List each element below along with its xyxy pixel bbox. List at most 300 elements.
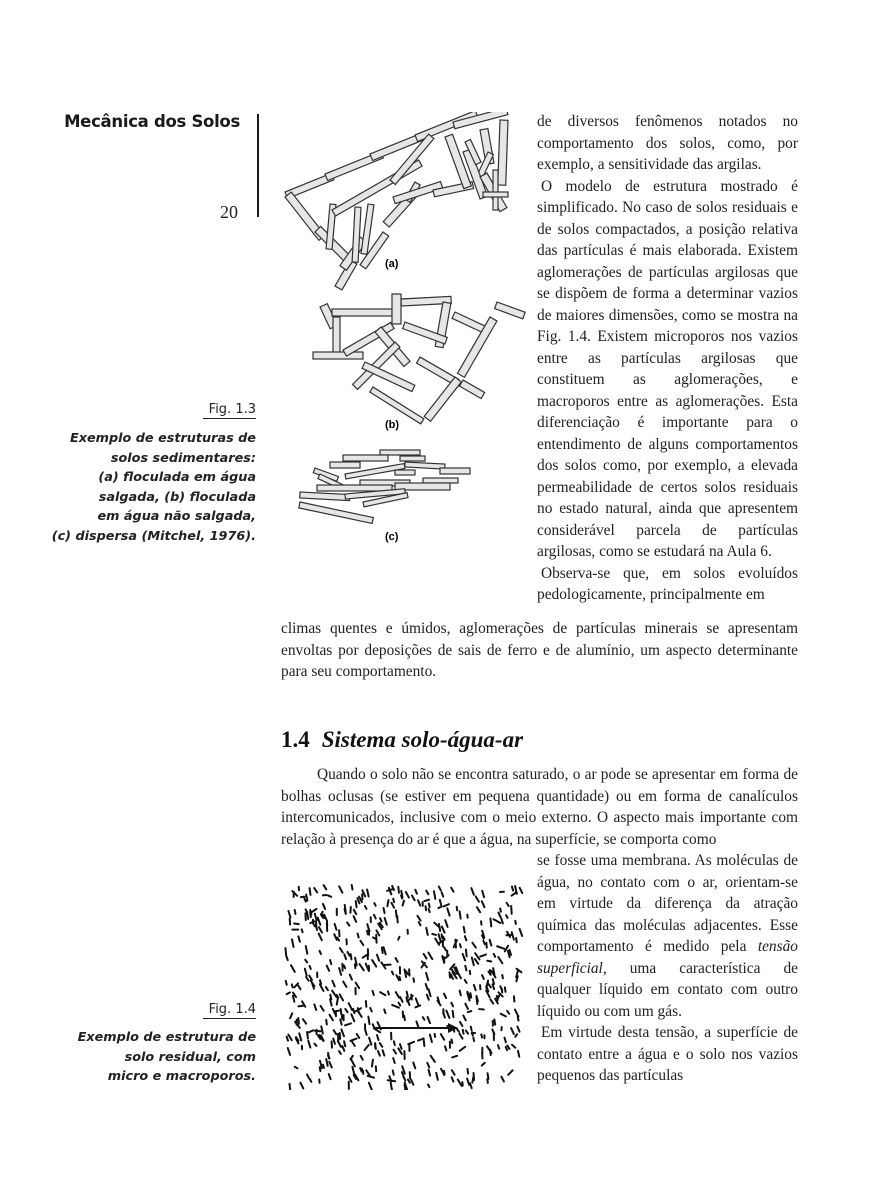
caption-line: Exemplo de estrutura de <box>77 1030 256 1045</box>
paragraph: Em virtude desta tensão, a superfície de contato entre a água e o solo nos vazios pequenos das partículas <box>537 1024 798 1084</box>
section-heading <box>281 727 523 753</box>
caption-line: micro e macroporos. <box>107 1069 256 1084</box>
margin-rule <box>257 114 259 217</box>
particle-mark <box>506 915 507 918</box>
particle-mark <box>330 1015 333 1021</box>
particle-mark <box>345 1023 351 1025</box>
particle-mark <box>494 919 501 923</box>
particle-mark <box>374 903 375 906</box>
particle-mark <box>292 939 294 947</box>
particle-mark <box>423 1017 425 1020</box>
particle-mark <box>460 1047 465 1051</box>
particle-mark <box>506 1047 508 1050</box>
sub-label-c: (c) <box>385 531 399 543</box>
soil-particle-marks <box>285 885 522 1090</box>
particle-mark <box>354 910 356 914</box>
particle-mark <box>413 1063 415 1069</box>
particle-mark <box>471 1027 472 1031</box>
particle-mark <box>460 911 461 918</box>
particle-mark <box>404 1016 405 1020</box>
particle-mark <box>292 984 293 987</box>
particle-mark <box>350 1039 356 1041</box>
paragraph <box>537 850 798 1022</box>
particle-mark <box>367 890 369 897</box>
caption-line: (c) dispersa (Mitchel, 1976). <box>51 528 256 544</box>
particle-mark <box>463 1016 465 1021</box>
particle-mark <box>320 984 324 991</box>
particle-mark <box>345 909 346 914</box>
particle-mark <box>358 934 359 938</box>
particle-mark <box>440 900 442 907</box>
particle-mark <box>520 888 523 893</box>
particle-mark <box>294 924 299 925</box>
particle-mark <box>508 1070 512 1074</box>
section-right-column <box>537 850 798 1087</box>
particle-mark <box>472 1077 473 1083</box>
particle-mark <box>392 972 393 975</box>
particle-mark <box>436 1073 438 1080</box>
particle-mark <box>387 900 388 906</box>
particle-mark <box>412 896 415 901</box>
particle-mark <box>370 1008 371 1011</box>
particle-mark <box>344 954 346 959</box>
particle-mark <box>418 900 420 905</box>
particle-mark <box>329 1062 332 1068</box>
particle-mark <box>288 1048 290 1055</box>
particle-mark <box>413 978 414 982</box>
particle-mark <box>298 985 301 989</box>
particle-mark <box>396 992 399 998</box>
particle-mark <box>321 1026 323 1033</box>
particle-mark <box>342 1046 344 1051</box>
particle-mark <box>319 927 322 932</box>
particle-mark <box>452 1056 457 1058</box>
particle-mark <box>310 888 311 895</box>
particle-mark <box>488 1073 489 1079</box>
particle-mark <box>472 943 475 948</box>
particle-mark <box>427 1017 430 1023</box>
particle-mark <box>449 972 450 977</box>
particle-mark <box>349 1003 353 1010</box>
particle-mark <box>310 910 311 915</box>
particle-mark <box>429 904 430 907</box>
particle-mark <box>464 927 465 933</box>
particle-mark <box>341 1009 342 1014</box>
particle-mark <box>319 934 322 941</box>
particle-mark <box>398 887 399 893</box>
particle-mark <box>393 899 394 902</box>
particle-mark <box>466 950 467 957</box>
particle-mark <box>445 920 447 927</box>
particle-mark <box>487 961 491 962</box>
particle-mark <box>417 916 420 921</box>
figure-1-4-drawing <box>280 880 525 1090</box>
particle-mark <box>365 1028 367 1035</box>
particle-mark <box>490 918 491 926</box>
particle-mark <box>383 1050 385 1055</box>
particle-mark <box>337 997 338 1004</box>
particle-mark <box>501 1014 506 1017</box>
particle-mark <box>498 913 500 918</box>
particle-mark <box>351 954 352 959</box>
particle-mark <box>320 951 321 954</box>
particle-mark <box>394 1050 396 1054</box>
particle-mark <box>426 973 428 980</box>
particle-mark <box>384 947 386 954</box>
paragraph: Quando o solo não se encontra saturado, o ar pode se apresentar em forma de bolhas oclusas (se estiver em pequena quantidade) ou em forma de canalículos intercomunicados, inclusive com o meio externo. O aspecto mais importante com relação à presença do ar é que a água, na superfície, se comporta como <box>281 766 798 848</box>
particle-mark <box>341 1029 344 1036</box>
particle-mark <box>438 907 441 908</box>
particle-mark <box>474 985 476 990</box>
particle-mark <box>455 940 456 948</box>
particle-mark <box>373 1024 374 1027</box>
particle-mark <box>372 960 376 967</box>
particle-mark <box>397 916 398 922</box>
particle-mark <box>323 1065 324 1068</box>
particle-mark <box>320 1067 321 1071</box>
particle-mark <box>434 891 435 899</box>
particle-mark <box>477 907 480 912</box>
particle-mark <box>374 1029 380 1033</box>
particle-mark <box>285 948 286 956</box>
particle-mark <box>302 929 303 932</box>
particle-mark <box>306 977 308 981</box>
particle-mark <box>501 919 502 924</box>
particle-mark <box>441 1034 444 1040</box>
particle-mark <box>438 934 440 941</box>
particle-mark <box>430 1035 432 1042</box>
particle-mark <box>360 941 363 945</box>
particle-mark <box>446 1011 449 1018</box>
particle-mark <box>426 928 427 935</box>
particle-mark <box>351 1059 355 1066</box>
particle-mark <box>428 953 432 960</box>
particle-mark <box>498 957 502 963</box>
particle-mark <box>369 1038 371 1045</box>
particle-mark <box>295 1067 298 1068</box>
particle-mark <box>383 908 384 913</box>
particle-mark <box>287 1037 288 1041</box>
sub-label-a: (a) <box>385 258 399 270</box>
particle-mark <box>355 1008 361 1011</box>
particle-mark <box>356 901 357 907</box>
particle-mark <box>378 1051 380 1056</box>
particle-mark <box>427 995 429 1000</box>
particle-mark <box>350 975 352 980</box>
particle-mark <box>307 1074 309 1078</box>
particle-mark <box>403 901 404 906</box>
particle-mark <box>327 966 329 971</box>
particle-mark <box>467 1069 468 1074</box>
particle-mark <box>306 946 308 954</box>
particle-mark <box>352 1067 354 1074</box>
particle-mark <box>365 1045 369 1050</box>
particle-mark <box>442 892 444 896</box>
particle-mark <box>314 1004 316 1010</box>
section-title: Sistema solo-água-ar <box>321 727 524 752</box>
particle-mark <box>344 965 345 968</box>
particle-mark <box>355 964 356 968</box>
particle-mark <box>372 991 373 995</box>
figure-1-3-drawing <box>275 112 535 552</box>
particle-mark <box>460 1022 462 1026</box>
sub-label-b: (b) <box>385 419 400 431</box>
particle-mark <box>406 997 407 1001</box>
particle-mark <box>352 885 353 890</box>
particle-mark <box>295 910 296 914</box>
paragraph: Observa-se que, em solos evoluídos pedologicamente, principalmente em <box>537 564 798 603</box>
particle-mark <box>507 1011 509 1014</box>
particle-mark <box>500 908 501 911</box>
particle-mark <box>426 891 428 895</box>
particle-mark <box>408 1079 410 1082</box>
particle-mark <box>512 932 514 939</box>
particle-mark <box>299 1033 301 1040</box>
particle-mark <box>444 957 445 962</box>
particle-mark <box>497 996 498 1001</box>
particle-mark <box>287 992 290 994</box>
particle-mark <box>466 1031 468 1034</box>
particle-mark <box>332 991 336 997</box>
particle-mark <box>418 1039 422 1040</box>
figure-1-3-label-text: Fig. 1.3 <box>203 402 256 419</box>
particle-mark <box>457 1028 459 1031</box>
particle-mark <box>290 1013 292 1018</box>
particle-mark <box>424 1038 425 1046</box>
particle-mark <box>326 987 328 990</box>
particle-mark <box>444 994 446 998</box>
figure-1-4-caption <box>20 1028 256 1087</box>
particle-mark <box>416 1021 418 1027</box>
particle-mark <box>482 901 485 907</box>
particle-mark <box>445 1046 446 1050</box>
particle-mark <box>444 947 446 950</box>
particle-mark <box>460 944 461 947</box>
particle-mark <box>340 994 343 1000</box>
particle-mark <box>380 992 385 995</box>
particle-mark <box>360 964 364 970</box>
particle-mark <box>427 1063 429 1068</box>
particle-mark <box>288 911 290 917</box>
particle-mark <box>468 1011 472 1012</box>
text-run: se fosse uma membrana. As moléculas de água, no contato com o ar, orientam-se em virtude da diferença da atração química das moléculas adjacentes. Esse comportamento é medido pela <box>537 852 798 955</box>
particle-mark <box>419 922 421 925</box>
particle-mark <box>517 1026 519 1031</box>
paragraph: climas quentes e úmidos, aglomerações de partículas minerais se apresentam envoltas por deposições de sais de ferro e de alumínio, um aspecto determinante para seu comportamento. <box>281 620 798 680</box>
particle-mark <box>398 937 399 940</box>
particle-mark <box>326 1059 327 1066</box>
particle-mark <box>452 1039 453 1043</box>
particle-mark <box>516 938 517 942</box>
particle-mark <box>511 906 512 914</box>
particle-mark <box>329 1074 331 1079</box>
caption-line: salgada, (b) floculada <box>98 489 256 505</box>
particle-mark <box>314 1044 316 1046</box>
particle-mark <box>391 1083 392 1090</box>
particle-mark <box>343 982 346 987</box>
particle-mark <box>435 1034 436 1037</box>
particle-mark <box>515 921 516 924</box>
particle-mark <box>514 996 515 1001</box>
particle-mark <box>382 947 383 953</box>
particle-mark <box>298 936 300 941</box>
particle-mark <box>289 1084 290 1090</box>
particle-mark <box>391 903 394 908</box>
figure-1-4-label-text: Fig. 1.4 <box>203 1002 256 1019</box>
particle-mark <box>377 1035 379 1040</box>
particle-mark <box>369 1083 372 1090</box>
particle-mark <box>429 1070 430 1076</box>
particle-mark <box>405 1085 406 1090</box>
particle-mark <box>458 1080 462 1086</box>
particle-mark <box>518 1051 519 1057</box>
particle-mark <box>512 1045 515 1048</box>
particle-mark <box>442 927 445 933</box>
particle-mark <box>333 1009 335 1014</box>
particle-mark <box>368 1076 374 1078</box>
particle-mark <box>326 1020 327 1025</box>
particle-mark <box>315 914 317 921</box>
particle-mark <box>505 1038 506 1043</box>
particle-mark <box>439 887 441 891</box>
particle-mark <box>335 924 337 930</box>
particle-mark <box>330 960 331 964</box>
caption-line: (a) floculada em água <box>98 470 256 485</box>
particle-mark <box>291 965 295 972</box>
caption-line: solos sedimentares: <box>110 450 256 466</box>
clay-particles-dispersed <box>299 450 470 523</box>
particle-mark <box>415 890 417 894</box>
caption-line: em água não salgada, <box>97 509 256 524</box>
particle-mark <box>465 1004 468 1009</box>
particle-mark <box>340 948 343 952</box>
particle-mark <box>520 929 523 936</box>
particle-mark <box>287 957 288 960</box>
particle-mark <box>339 886 342 892</box>
particle-mark <box>396 975 399 980</box>
particle-mark <box>396 958 398 962</box>
particle-mark <box>307 1032 308 1039</box>
particle-mark <box>305 969 307 976</box>
particle-mark <box>306 909 307 912</box>
particle-mark <box>348 952 350 956</box>
particle-mark <box>452 1077 454 1081</box>
particle-mark <box>463 954 465 960</box>
particle-mark <box>463 1030 464 1034</box>
particle-mark <box>374 915 376 919</box>
particle-mark <box>453 1011 454 1017</box>
particle-mark <box>334 1030 337 1034</box>
particle-mark <box>367 931 368 935</box>
particle-mark <box>347 922 349 925</box>
particle-mark <box>515 1010 518 1017</box>
particle-mark <box>332 981 334 986</box>
particle-mark <box>460 1034 463 1039</box>
particle-mark <box>324 885 327 889</box>
particle-mark <box>286 981 287 985</box>
particle-mark <box>477 996 478 1001</box>
particle-mark <box>511 1028 514 1034</box>
particle-mark <box>490 940 492 946</box>
particle-mark <box>298 1018 299 1024</box>
particle-mark <box>497 946 504 949</box>
arrow-head-icon <box>448 1023 458 1033</box>
particle-mark <box>431 1056 435 1062</box>
particle-mark <box>400 997 402 1002</box>
particle-mark <box>318 918 321 925</box>
clay-particles-flocculated-fresh <box>313 294 525 424</box>
particle-mark <box>447 908 449 915</box>
particle-mark <box>502 975 503 978</box>
particle-mark <box>432 934 436 935</box>
particle-mark <box>309 976 312 980</box>
particle-mark <box>372 1060 373 1067</box>
particle-mark <box>512 887 513 891</box>
particle-mark <box>293 996 294 1002</box>
particle-mark <box>406 892 409 898</box>
particle-mark <box>502 989 503 993</box>
particle-mark <box>476 896 479 901</box>
particle-mark <box>428 1084 429 1087</box>
particle-mark <box>333 1039 335 1044</box>
particle-mark <box>415 1005 420 1007</box>
particle-mark <box>451 975 453 979</box>
particle-mark <box>305 960 307 963</box>
right-column-text <box>537 111 798 606</box>
particle-mark <box>288 1034 291 1040</box>
particle-mark <box>298 1006 303 1007</box>
particle-mark <box>451 1003 453 1007</box>
particle-mark <box>385 918 387 925</box>
full-width-paragraph <box>281 618 798 683</box>
particle-mark <box>494 1019 495 1024</box>
particle-mark <box>357 1034 359 1038</box>
particle-mark <box>310 1079 311 1082</box>
particle-mark <box>328 1056 330 1059</box>
paragraph: O modelo de estrutura mostrado é simplificado. No caso de solos residuais e de solos compactados, a posição relativa das partículas é mais elaborada. Existem aglomerações de partículas argilosas que se dispõem de forma a determinar vazios de maiores dimensões, como se mostra na Fig. 1.4. Existem microporos nos vazios entre as partículas argilosas que constituem as aglomerações, e macroporos entre as aglomerações. Esta diferenciação é importante para o entendimento de alguns comportamentos dos solos como, por exemplo, a elevada permeabilidade de certos solos residuais no estado natural, ainda que apresentem considerável parcela de partículas argilosas, como se estudará na Aula 6. <box>537 177 798 560</box>
particle-mark <box>424 900 429 901</box>
particle-mark <box>368 1017 369 1024</box>
particle-mark <box>482 1063 485 1066</box>
particle-mark <box>452 1070 455 1075</box>
particle-mark <box>362 1069 363 1072</box>
particle-mark <box>493 979 494 984</box>
particle-mark <box>314 888 317 892</box>
particle-mark <box>482 975 484 979</box>
particle-mark <box>444 904 449 906</box>
particle-mark <box>380 1043 382 1047</box>
particle-mark <box>416 998 419 1005</box>
particle-mark <box>398 1003 400 1006</box>
particle-mark <box>501 1077 504 1082</box>
particle-mark <box>435 939 439 945</box>
particle-mark <box>507 1046 509 1049</box>
particle-mark <box>490 999 493 1003</box>
paragraph: de diversos fenômenos notados no comportamento dos solos, como, por exemplo, a sensitividade das argilas. <box>537 113 798 173</box>
particle-mark <box>316 925 317 930</box>
particle-mark <box>472 1032 473 1035</box>
particle-mark <box>498 1045 499 1049</box>
particle-mark <box>411 1080 413 1085</box>
particle-mark <box>465 966 466 971</box>
particle-mark <box>471 888 473 895</box>
particle-mark <box>394 1041 395 1045</box>
particle-mark <box>481 1034 482 1037</box>
particle-mark <box>351 1014 354 1021</box>
emphasis-term: tensão superficial <box>537 938 798 977</box>
particle-mark <box>470 1083 472 1088</box>
particle-mark <box>358 1011 362 1017</box>
